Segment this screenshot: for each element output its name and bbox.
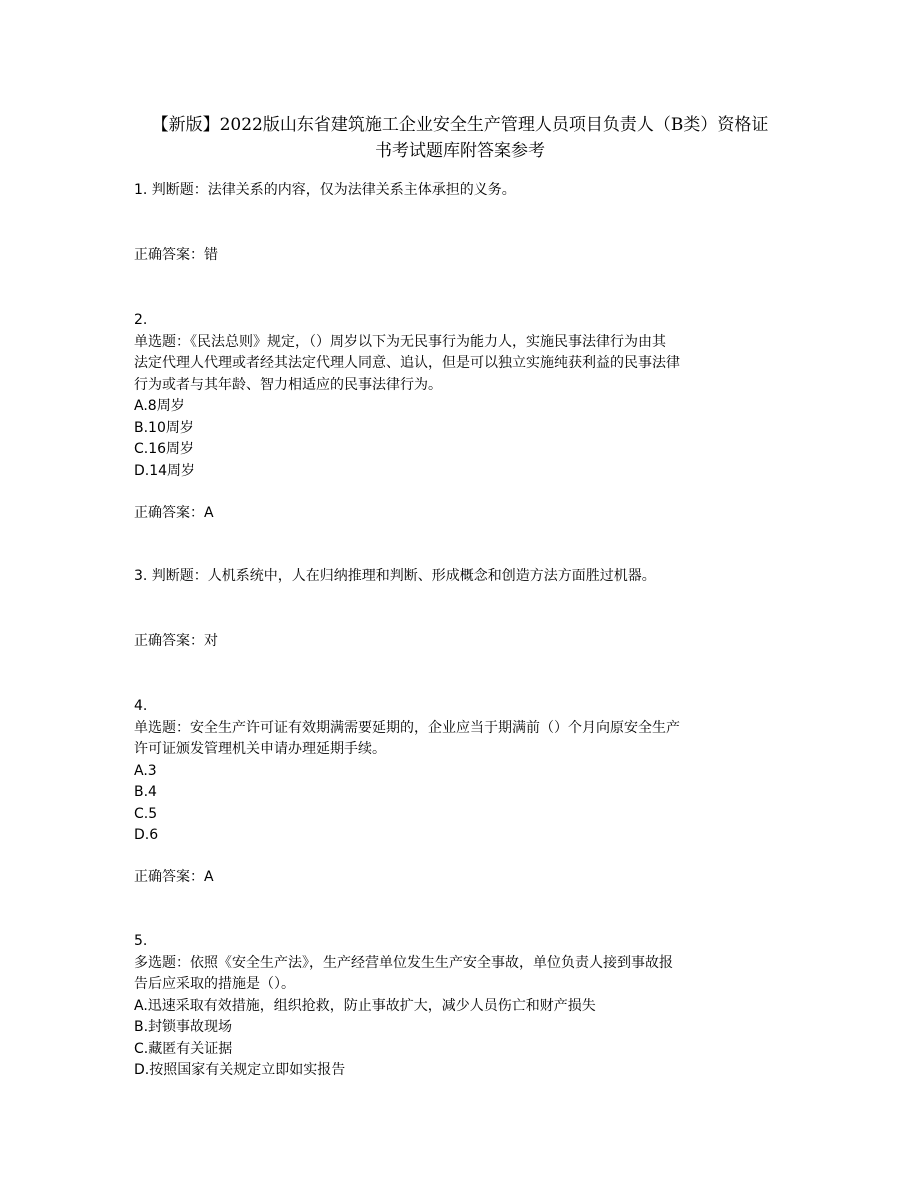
question-2-number: 2. [134, 312, 148, 328]
question-4-option-c: C.5 [134, 805, 158, 822]
question-5-option-b: B.封锁事故现场 [134, 1019, 233, 1035]
question-4-number: 4. [134, 698, 148, 714]
question-4-option-b: B.4 [134, 784, 157, 800]
question-4-option-d: D.6 [134, 827, 159, 843]
title-line-2: 书考试题库附答案参考 [375, 141, 545, 161]
question-1 [134, 180, 794, 202]
question-2-option-b: B.10周岁 [134, 419, 194, 436]
question-2-stem-line: 法定代理人代理或者经其法定代理人同意、追认，但是可以独立实施纯获利益的民事法律 [134, 355, 680, 371]
question-4-stem-line: 单选题：安全生产许可证有效期满需要延期的，企业应当于期满前（）个月向原安全生产 [134, 719, 680, 736]
document-title [110, 112, 810, 164]
question-4-answer: 正确答案：A [134, 869, 214, 885]
question-5 [134, 931, 794, 1082]
question-2-option-c: C.16周岁 [134, 441, 195, 457]
question-1-text: 1. 判断题：法律关系的内容，仅为法律关系主体承担的义务。 [134, 182, 516, 198]
question-4-option-a: A.3 [134, 762, 157, 779]
question-2-answer: 正确答案：A [134, 505, 214, 521]
question-2 [134, 310, 794, 482]
question-5-number: 5. [134, 933, 148, 949]
question-5-option-c: C.藏匿有关证据 [134, 1040, 233, 1057]
question-5-option-a: A.迅速采取有效措施，组织抢救，防止事故扩大，减少人员伤亡和财产损失 [134, 997, 596, 1014]
question-5-option-d: D.按照国家有关规定立即如实报告 [134, 1062, 346, 1078]
title-line-1: 【新版】2022版山东省建筑施工企业安全生产管理人员项目负责人（B类）资格证 [151, 115, 769, 135]
question-1-answer: 正确答案：错 [134, 247, 218, 263]
question-3-answer: 正确答案：对 [134, 633, 218, 649]
question-4-stem-line: 许可证颁发管理机关申请办理延期手续。 [134, 741, 386, 757]
question-5-stem-line: 多选题：依照《安全生产法》，生产经营单位发生生产安全事故，单位负责人接到事故报 [134, 954, 673, 971]
question-5-stem-line: 告后应采取的措施是（）。 [134, 976, 295, 992]
question-3 [134, 566, 794, 588]
question-2-stem-line: 单选题：《民法总则》规定，（）周岁以下为无民事行为能力人，实施民事法律行为由其 [134, 333, 666, 350]
question-2-stem-line: 行为或者与其年龄、智力相适应的民事法律行为。 [134, 376, 442, 393]
question-2-option-a: A.8周岁 [134, 398, 185, 414]
question-4 [134, 696, 794, 847]
question-3-text: 3. 判断题：人机系统中，人在归纳推理和判断、形成概念和创造方法方面胜过机器。 [134, 568, 656, 584]
question-2-option-d: D.14周岁 [134, 462, 196, 479]
